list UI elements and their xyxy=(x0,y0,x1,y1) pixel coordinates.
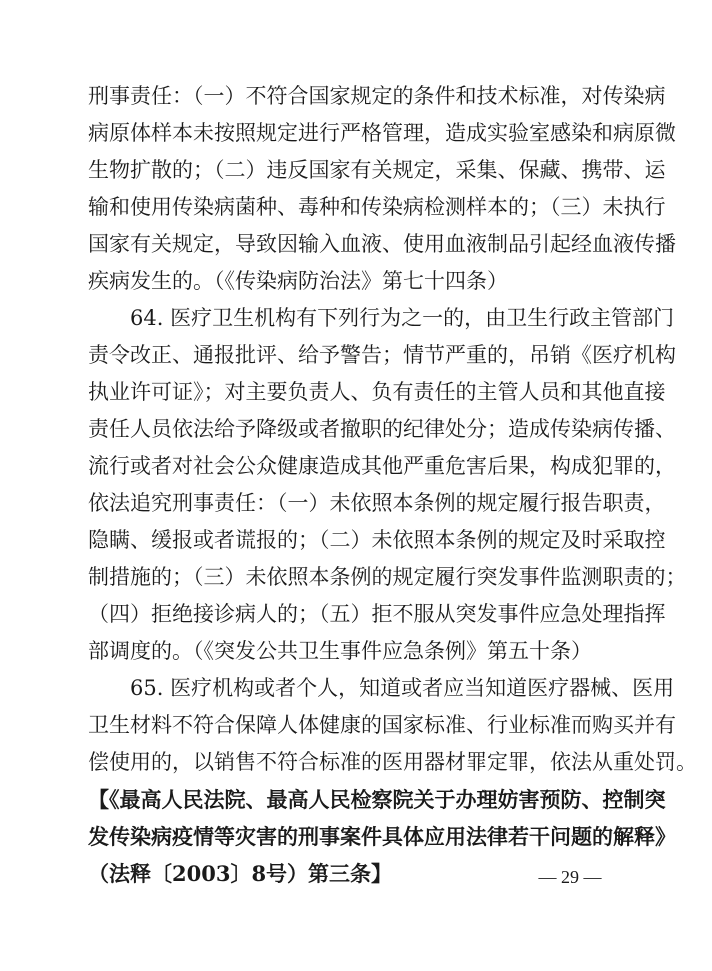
text-line: 部调度的。（《突发公共卫生事件应急条例》第五十条） xyxy=(88,639,592,663)
citation-line: 发传染病疫情等灾害的刑事案件具体应用法律若干问题的解释》 xyxy=(88,824,676,849)
text-line: 偿使用的，以销售不符合标准的医用器材罪定罪，依法从重处罚。 xyxy=(88,750,697,774)
text-line: 卫生材料不符合保障人体健康的国家标准、行业标准而购买并有 xyxy=(88,713,676,737)
text-line: 输和使用传染病菌种、毒种和传染病检测样本的；（三）未执行 xyxy=(88,195,666,219)
article-65-first-line: 65. 医疗机构或者个人，知道或者应当知道医疗器械、医用 xyxy=(130,676,675,700)
text-line: 流行或者对社会公众健康造成其他严重危害后果，构成犯罪的， xyxy=(88,454,676,478)
text-line: 制措施的；（三）未依照本条例的规定履行突发事件监测职责的； xyxy=(88,565,687,589)
article-64-first-line: 64. 医疗卫生机构有下列行为之一的，由卫生行政主管部门 xyxy=(130,306,675,330)
citation-line: 【《最高人民法院、最高人民检察院关于办理妨害预防、控制突 xyxy=(88,787,666,812)
text-line: 刑事责任：（一）不符合国家规定的条件和技术标准，对传染病 xyxy=(88,84,666,108)
text-line: 国家有关规定，导致因输入血液、使用血液制品引起经血液传播 xyxy=(88,232,676,256)
page-number: — 29 — xyxy=(538,867,602,887)
text-line: 依法追究刑事责任：（一）未依照本条例的规定履行报告职责， xyxy=(88,491,666,515)
text-line: （四）拒绝接诊病人的；（五）拒不服从突发事件应急处理指挥 xyxy=(88,602,666,626)
body-text xyxy=(88,78,697,892)
citation-line: （法释〔2003〕8号）第三条】 xyxy=(88,861,393,886)
text-line: 病原体样本未按照规定进行严格管理，造成实验室感染和病原微 xyxy=(88,121,676,145)
text-line: 生物扩散的；（二）违反国家有关规定，采集、保藏、携带、运 xyxy=(88,158,666,182)
text-line: 责任人员依法给予降级或者撤职的纪律处分；造成传染病传播、 xyxy=(88,417,676,441)
text-line: 疾病发生的。（《传染病防治法》第七十四条） xyxy=(88,269,508,293)
text-line: 责令改正、通报批评、给予警告；情节严重的，吊销《医疗机构 xyxy=(88,343,676,367)
text-line: 执业许可证》；对主要负责人、负有责任的主管人员和其他直接 xyxy=(88,380,666,404)
text-line: 隐瞒、缓报或者谎报的；（二）未依照本条例的规定及时采取控 xyxy=(88,528,666,552)
